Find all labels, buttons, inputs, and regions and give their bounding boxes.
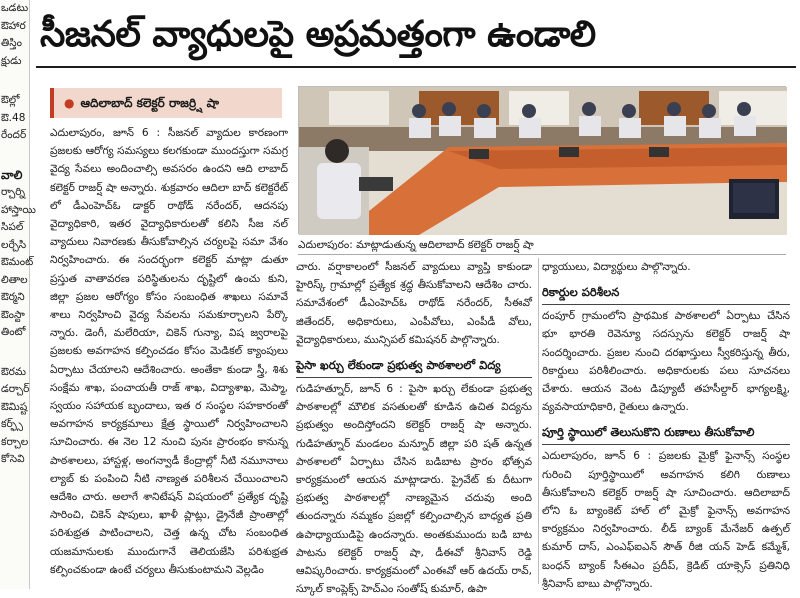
article-headline: సీజనల్ వ్యాధులపై అప్రమత్తంగా ఉండాలి xyxy=(40,14,596,55)
clip-line: ఔర్మని xyxy=(1,291,25,303)
clip-line: ఔల్లో xyxy=(1,94,20,106)
column-1-text: ఎదులాపురం, జూన్ 6 : సీజనల్ వ్యాదుల కారణంగా ప్రజలకు ఆరోగ్య సమస్యలు కలగకుండా ముందస్తుగా సమగ్ర వైద్య సేవలు అందించాల్సి అవసరం ఉందని ఆది లాబాద్ కలెక్టర్ రాజర్ష్ షా అన్నారు. శుక్రవారం ఆదిలా బాద్ కలెక్టరేట్ లో డీఎంహెచ్ఓ డాక్టర్ రాథోడ్ నరేందర్, ఆదనపు వైద్యాధికారి, ఇతర వైద్యాధికారులతో కలిసి సీజ నల్ వ్యాదులు నివారణకు తీసుకోవాల్సిన చర్యలపై సమా వేశం నిర్వహించారు. ఈ సందర్భంగా కలెక్టర్ మాట్లా డుతూ ప్రస్తుత వాతావరణ పరిస్థితులను దృష్టిలో ఉంచు కుని, జిల్లా ప్రజల ఆరోగ్యం కోసం సంబంధిత శాఖలు సమావే శాలు నిర్వహించి వైద్య సేవలను సమకూర్చాలని పేర్కొ న్నారు. డెంగీ, మలేరియా, చికెన్ గున్యా, విష జ్వరాలపై ప్రజలకు అవగాహన కల్పించడం కోసం మెడికల్ క్యాంపులు ఏర్పాటు చేయాలని ఆదేశించారు. అంతేకా కుండా స్త్రీ, శిశు సంక్షేమ శాఖ, పంచాయతీ రాజ్ శాఖ, విద్యాశాఖ, మెప్మా, స్వయం సహాయక బృందాలు, ఇత ర సంస్థల సహకారంతో అవగాహన కార్యక్రమాలు క్షేత్ర స్థాయిలో నిర్వహించాలని సూచించారు. ఈ నెల 12 నుంచి పునః ప్రారంభం కానున్న పాఠశాలలు, హాస్టళ్ల, అంగన్వాడీ కేంద్రాల్లో నీటి నమూనాలు ల్యాబ్ కు పంపించి నీటి నాణ్యత పరిశీలన చేయించాలని ఆదేశిం చారు. అలాగే శానిటేషన్ విషయంలో ప్రత్యేక దృష్టి సారించి, చికెన్ షాపులు, ఖాళీ ప్లాట్లు, డ్రైనేజీ ప్రాంతాల్లో పరిశుభ్రత పాటించాలని, చెత్త ఉన్న చోట సంబంధిత యజమానులకు ముందుగానే తెలియజేసి పరిశుభ్రత కల్పించకుండా ఉంటే చర్యలు తీసుకుంటామని వెల్లడిం xyxy=(50,127,288,576)
column-2 xyxy=(296,258,532,596)
clip-gap xyxy=(0,145,29,167)
clip-line: ఔమంట్ xyxy=(1,256,34,268)
clip-line: వాలి xyxy=(1,167,23,182)
column-3-body: దంపూర్ గ్రామంలోని ప్రాథమిక పాఠశాలలో ఏర్పాటు చేసిన భూ భారతి రెవెన్యూ సదస్సును కలెక్టర్ రాజర్ష్ షా సందర్శించారు. ప్రజల నుంచి దరఖాస్తులు స్వీకరిస్తున్న తీరు, రికార్డులు పరిశీలించారు. అధికారులకు పలు సూచనలు చేశారు. ఆయన వెంట డిప్యూటీ తహసీల్దార్ భాగ్యలక్ష్మి, వ్యవసాయాధికారి, రైతులు ఉన్నారు. xyxy=(542,310,790,414)
clip-line: కర్ఫ్స్ xyxy=(1,418,23,430)
clip-line: ఔరమ xyxy=(1,365,27,378)
clip-line: ఔ.48 xyxy=(1,111,26,124)
column-3 xyxy=(542,258,790,590)
bullet-icon: ● xyxy=(64,96,75,110)
byline-text: ఆదిలాబాద్ కలెక్టర్ రాజర్ర్షి షా xyxy=(80,96,220,110)
meeting-photo xyxy=(298,86,786,234)
clip-line: ఔహార xyxy=(1,19,26,32)
photo-caption: ఎదులాపురం: మాట్లాడుతున్న ఆదిలాబాద్ కలెక్టర్ రాజర్ష్ షా xyxy=(298,235,786,255)
headline-rule xyxy=(36,66,796,68)
clip-line: హాస్తాయి xyxy=(1,203,36,216)
subhead-loans-awareness: పూర్తి స్థాయిలో తెలుసుకొని రుణాలు తీసుకోవాలి xyxy=(542,420,790,445)
column-3-intro: ధ్యాయులు, విద్యార్థులు పాల్గొన్నారు. xyxy=(542,261,691,273)
clip-line: ఔమిష్ట xyxy=(1,400,28,413)
clip-line: తింటో xyxy=(1,326,26,338)
meeting-room-photo-icon xyxy=(299,87,787,235)
column-2-body: గుడిహత్నూర్, జూన్ 6 : పైసా ఖర్చు లేకుండా ప్రభుత్వ పాఠశాలల్లో మౌలిక వసతులతో కూడిన ఉచిత విద్యను ప్రభుత్వం అందిస్తోందని కలెక్టర్ రాజర్ష్ షా అన్నారు. గుడిహత్నూర్ మండలం మన్నూర్ జిల్లా పరి షత్ ఉన్నత పాఠశాలలో ఏర్పాటు చేసిన బడిబాట ప్రారం భోత్సవ కార్యక్రమంలో ఆయన మాట్లాడారు. ప్రైవేట్ కు దీటుగా ప్రభుత్వ పాఠశాలల్లో నాణ్యమైన చదువు అంది తుందన్నారు నమ్మకం ప్రజల్లో కల్పించాల్సిన బాధ్యత ప్రతి ఉపాధ్యాయుడిపై ఉందన్నారు. అంతకుముందు బడి బాట పాటను కలెక్టర్ రాజర్ష్ షా, డీఈవో శ్రీనివాస్ రెడ్డి ఆవిష్కరించారు. కార్యక్రమంలో ఎంఈవో ఆర్ ఉదయ్ రావ్, స్కూల్ కాంప్లెక్స్ హెచ్ఎం సంతోష్ కుమార్, ఉపా xyxy=(296,383,532,596)
byline-strip xyxy=(50,88,282,118)
column-3-body-2: ఎదులాపురం, జూన్ 6 : ప్రజలకు మైక్రో ఫైనాన్స్ సంస్థల గురించి పూర్తిస్థాయిలో అవగాహన కలిగి రుణాలు తీసుకోవాలని కలెక్టర్ రాజర్ష్ షా సూచించారు. ఆదిలాబాద్ లోని ఓ బ్యాంకెట్ హాల్ లో మైక్రో ఫైనాన్స్ అవగాహన కార్యక్రమం నిర్వహించారు. లీడ్ బ్యాంక్ మేనేజర్ ఉత్పల్ కుమార్ దాస్, ఎంఎఫ్ఐఎన్ సౌత్ రీజి యన్ హెడ్ కమ్మేశ్, బంధన్ బ్యాంక్ సీఈఎం ప్రదీప్, క్రెడిట్ యాక్సెస్ ప్రతినిధి శ్రీనివాస్ బాబు పాల్గొన్నారు. xyxy=(542,450,790,590)
subhead-free-education: పైసా ఖర్చు లేకుండా ప్రభుత్వ పాఠశాలలో విద్య xyxy=(296,353,532,378)
clip-gap xyxy=(0,70,29,92)
clip-line: రేందర్ xyxy=(1,129,27,141)
clip-gap xyxy=(0,342,29,364)
clip-line: లితాల xyxy=(1,273,28,286)
subhead-records-inspection: రికార్డుల పరిశీలన xyxy=(542,280,790,305)
clip-line: క్షుడు xyxy=(1,54,22,67)
column-1 xyxy=(50,124,288,584)
clip-line: లర్చేసి xyxy=(1,238,27,251)
clip-line: ర్చార్ని xyxy=(1,186,25,198)
clip-line: కోసెవి xyxy=(1,453,25,465)
clip-line: సిపల్ xyxy=(1,221,24,233)
clip-line: ఔంస్టా xyxy=(1,308,25,321)
clip-line: ఒడటు xyxy=(1,2,29,14)
clip-line: కర్చాల xyxy=(1,435,29,448)
column-divider xyxy=(538,258,539,584)
adjacent-article-clip xyxy=(0,0,36,589)
column-2-intro: చారు. వర్షాకాలంలో సీజనల్ వ్యాదులు వ్యాప్తి కాకుండా హైరిస్క్ గ్రామాల్లో ప్రత్యేక శ్రద్ధ తీసుకోవాలని ఆదేశిం చారు. సమావేశంలో డీఎంహెచ్ఓ రాథోడ్ నరేందర్, సీఈవో జితేందర్, అధికారులు, ఎంపీవోలు, ఎంపీడీ వోలు, వైద్యాధికారులు, మున్సిపల్ కమిషనర్ పాల్గొన్నారు. xyxy=(296,261,532,346)
clip-line: డర్చార్ xyxy=(1,383,30,395)
clip-line: తిస్తిం xyxy=(1,37,22,49)
